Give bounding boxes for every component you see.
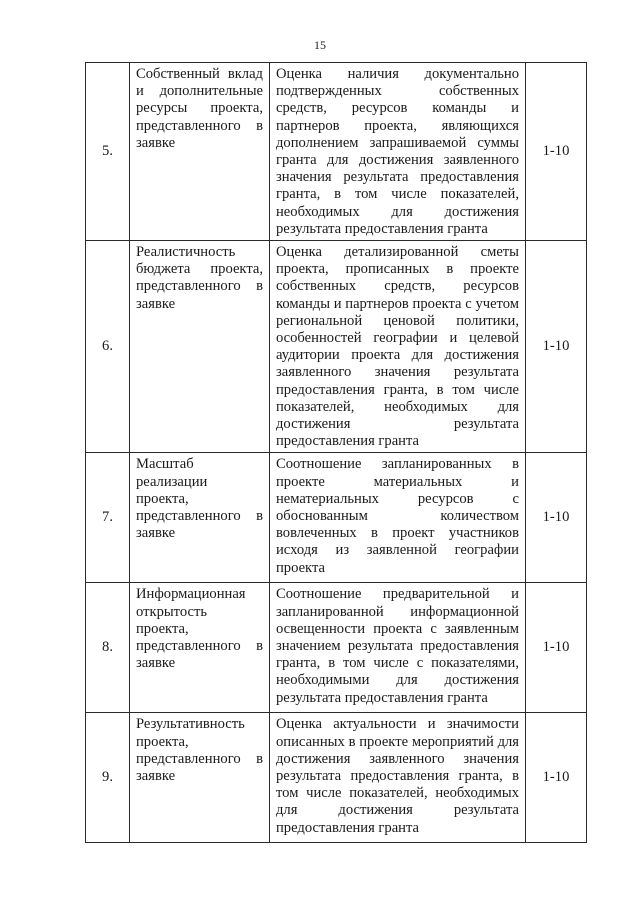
criterion-name: Информационная открытость проекта, представленного в заявке — [130, 583, 270, 713]
table-row — [86, 583, 587, 713]
score-range: 1-10 — [526, 583, 587, 713]
criterion-description: Оценка детализированной сметы проекта, прописанных в проекте собственных средств, ресурсов команды и партнеров проекта с учетом региональной ценовой политики, особенностей географии и целевой аудитории проекта для достижения заявленного значения результата предоставления гранта, в том числе показателей, необходимых для достижения результата предоставления гранта — [270, 241, 526, 453]
page-number: 15 — [314, 38, 326, 52]
row-number: 6. — [86, 241, 130, 453]
table-row — [86, 63, 587, 241]
score-range: 1-10 — [526, 713, 587, 843]
criterion-name: Реалистичность бюджета проекта, представленного в заявке — [130, 241, 270, 453]
score-range: 1-10 — [526, 63, 587, 241]
row-number: 5. — [86, 63, 130, 241]
table-row — [86, 241, 587, 453]
evaluation-criteria-table — [85, 62, 587, 843]
criterion-description: Соотношение запланированных в проекте материальных и нематериальных ресурсов с обоснованным количеством вовлеченных в проект участников исходя из заявленной географии проекта — [270, 453, 526, 583]
criterion-description: Соотношение предварительной и запланированной информационной освещенности проекта с заявленным значением результата предоставления гранта, в том числе с показателями, необходимыми для достижения результата предоставления гранта — [270, 583, 526, 713]
row-number: 8. — [86, 583, 130, 713]
criterion-name: Результативность проекта, представленного в заявке — [130, 713, 270, 843]
criterion-description: Оценка наличия документально подтвержденных собственных средств, ресурсов команды и партнеров проекта, являющихся дополнением запрашиваемой суммы гранта для достижения заявленного значения результата предоставления гранта, в том числе показателей, необходимых для достижения результата предоставления гранта — [270, 63, 526, 241]
row-number: 9. — [86, 713, 130, 843]
score-range: 1-10 — [526, 241, 587, 453]
row-number: 7. — [86, 453, 130, 583]
criterion-name: Собственный вклад и дополнительные ресурсы проекта, представленного в заявке — [130, 63, 270, 241]
criterion-description: Оценка актуальности и значимости описанных в проекте мероприятий для достижения заявленного значения результата предоставления гранта, в том числе показателей, необходимых для достижения результата предоставления гранта — [270, 713, 526, 843]
table-row — [86, 453, 587, 583]
criterion-name: Масштаб реализации проекта, представленного в заявке — [130, 453, 270, 583]
table-row — [86, 713, 587, 843]
score-range: 1-10 — [526, 453, 587, 583]
